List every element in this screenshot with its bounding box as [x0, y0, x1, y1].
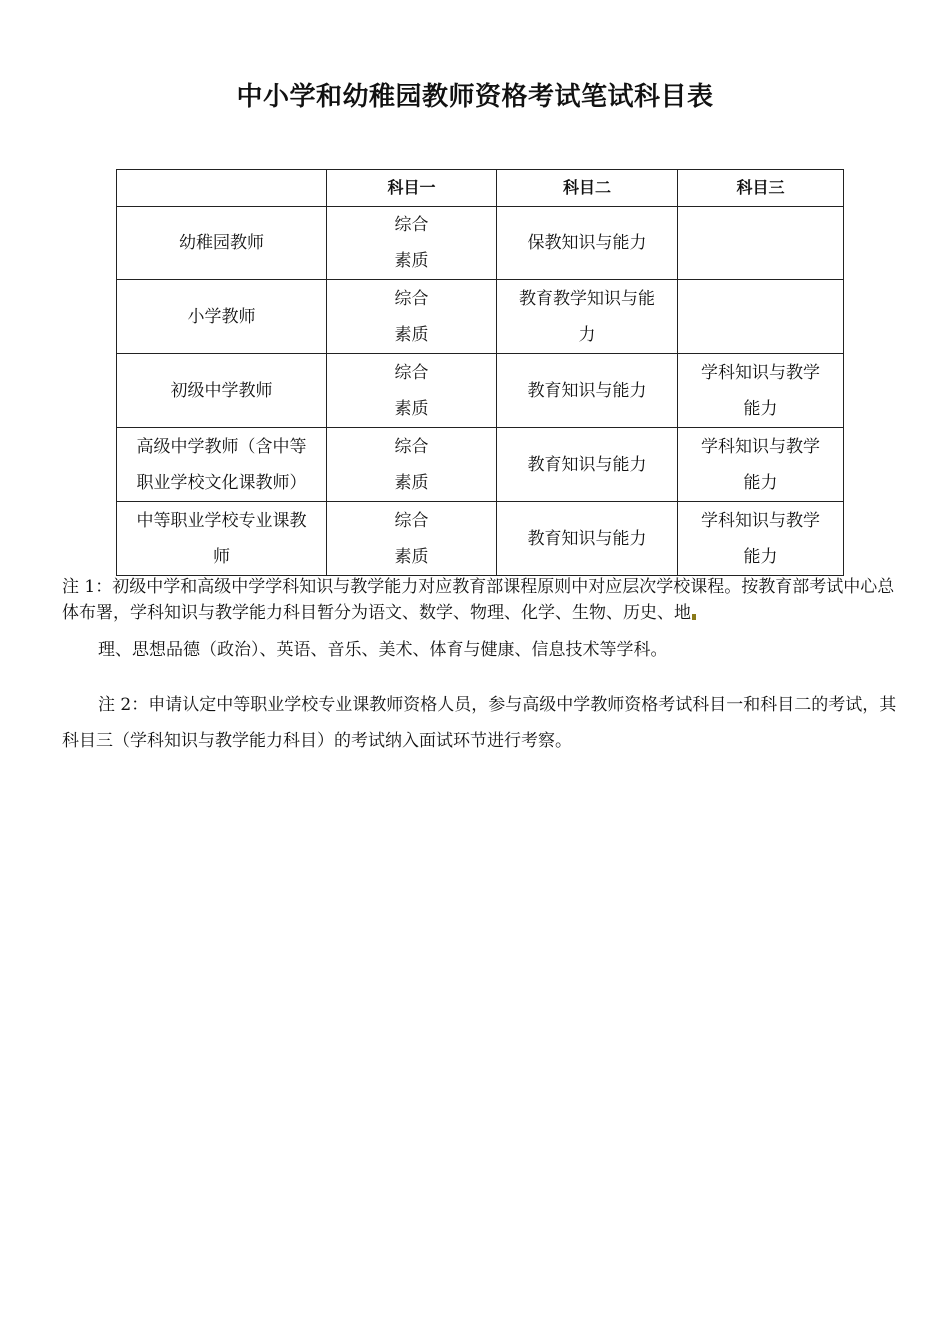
table-row: [117, 428, 844, 502]
table-cell-subject1: 综合 素质: [327, 280, 497, 354]
table-cell-subject1: 综合 素质: [327, 502, 497, 576]
subjects-table: [116, 169, 844, 576]
table-cell-subject2: 教育知识与能力: [497, 502, 678, 576]
table-cell-subject2: 教育知识与能力: [497, 428, 678, 502]
table-cell-subject1: 综合 素质: [327, 428, 497, 502]
table-row: [117, 502, 844, 576]
edit-mark-icon: [692, 614, 696, 620]
table-cell-subject1: 综合 素质: [327, 354, 497, 428]
header-subject-2: 科目二: [497, 170, 678, 207]
table-row: [117, 280, 844, 354]
note-2: 注 2：申请认定中等职业学校专业课教师资格人员，参与高级中学教师资格考试科目一和科目二的考试，其科目三（学科知识与教学能力科目）的考试纳入面试环节进行考察。: [62, 695, 897, 751]
table-cell-subject2: 教育知识与能力: [497, 354, 678, 428]
table-cell-category: 初级中学教师: [117, 354, 327, 428]
table-row: [117, 207, 844, 280]
table-cell-subject3: [678, 280, 844, 354]
header-blank: [117, 170, 327, 207]
table-cell-category: 幼稚园教师: [117, 207, 327, 280]
table-cell-subject3: 学科知识与教学 能力: [678, 428, 844, 502]
table-header-row: [117, 170, 844, 207]
table-cell-subject2: 教育教学知识与能 力: [497, 280, 678, 354]
page-title: 中小学和幼稚园教师资格考试笔试科目表: [236, 82, 714, 112]
table-cell-subject1: 综合 素质: [327, 207, 497, 280]
header-subject-1: 科目一: [327, 170, 497, 207]
table-cell-subject3: 学科知识与教学 能力: [678, 502, 844, 576]
table-cell-subject3: 学科知识与教学 能力: [678, 354, 844, 428]
table-cell-category: 小学教师: [117, 280, 327, 354]
table-cell-category: 高级中学教师（含中等 职业学校文化课教师）: [117, 428, 327, 502]
header-subject-3: 科目三: [678, 170, 844, 207]
note-1-text: 注 1：初级中学和高级中学学科知识与教学能力对应教育部课程原则中对应层次学校课程。按教育部考试中心总体布署，学科知识与教学能力科目暂分为语文、数学、物理、化学、生物、历史、地: [62, 577, 895, 623]
table-cell-category: 中等职业学校专业课教 师: [117, 502, 327, 576]
table-cell-subject2: 保教知识与能力: [497, 207, 678, 280]
note-1: [62, 574, 902, 626]
table-cell-subject3: [678, 207, 844, 280]
note-1-continued: 理、思想品德（政治）、英语、音乐、美术、体育与健康、信息技术等学科。: [98, 640, 668, 660]
table-row: [117, 354, 844, 428]
